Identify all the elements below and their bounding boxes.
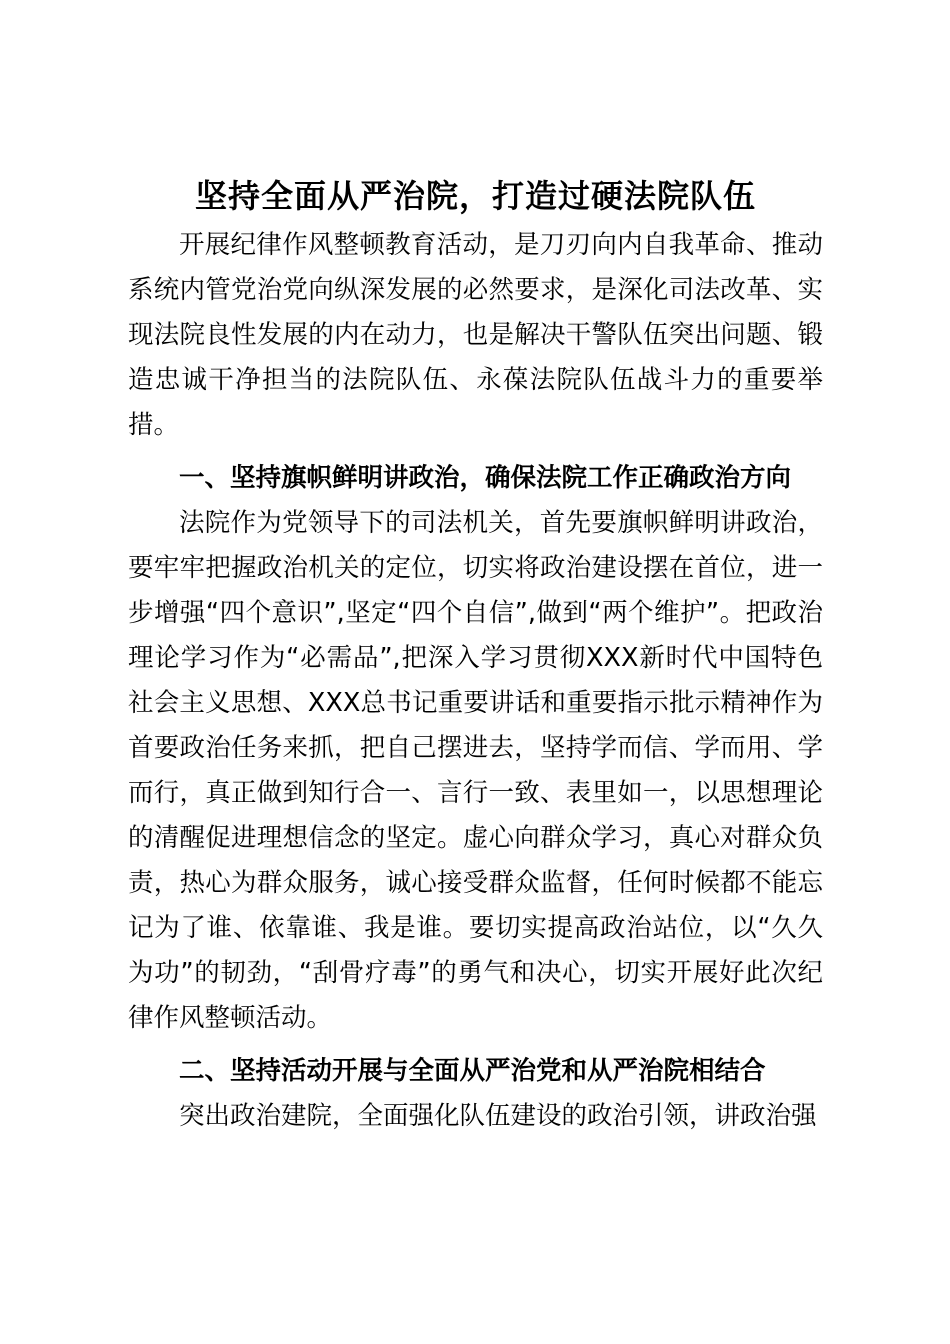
intro-paragraph: 开展纪律作风整顿教育活动，是刀刃向内自我革命、推动系统内管党治党向纵深发展的必然要求，是深化司法改革、实现法院良性发展的内在动力，也是解决干警队伍突出问题、锻造忠诚干净担当的法院队伍、永葆法院队伍战斗力的重要举措。: [128, 230, 823, 440]
document-page: [128, 0, 823, 1344]
document-title: 坚持全面从严治院，打造过硬法院队伍: [194, 177, 756, 215]
section-2-heading: 二、坚持活动开展与全面从严治党和从严治院相结合: [179, 1056, 766, 1086]
document-body: [128, 223, 823, 1139]
section-1-paragraph: 法院作为党领导下的司法机关，首先要旗帜鲜明讲政治，要牢牢把握政治机关的定位，切实将政治建设摆在首位，进一步增强“四个意识”,坚定“四个自信”,做到“两个维护”。把政治理论学习作为“必需品”,把深入学习贯彻XXX新时代中国特色社会主义思想、XXX总书记重要讲话和重要指示批示精神作为首要政治任务来抓，把自己摆进去，坚持学而信、学而用、学而行，真正做到知行合一、言行一致、表里如一，以思想理论的清醒促进理想信念的坚定。虚心向群众学习，真心对群众负责，热心为群众服务，诚心接受群众监督，任何时候都不能忘记为了谁、依靠谁、我是谁。要切实提高政治站位，以“久久为功”的韧劲，“刮骨疗毒”的勇气和决心，切实开展好此次纪律作风整顿活动。: [128, 508, 823, 1033]
section-1-heading: 一、坚持旗帜鲜明讲政治，确保法院工作正确政治方向: [179, 463, 792, 493]
section-2-paragraph: 突出政治建院，全面强化队伍建设的政治引领，讲政治强: [179, 1101, 817, 1131]
